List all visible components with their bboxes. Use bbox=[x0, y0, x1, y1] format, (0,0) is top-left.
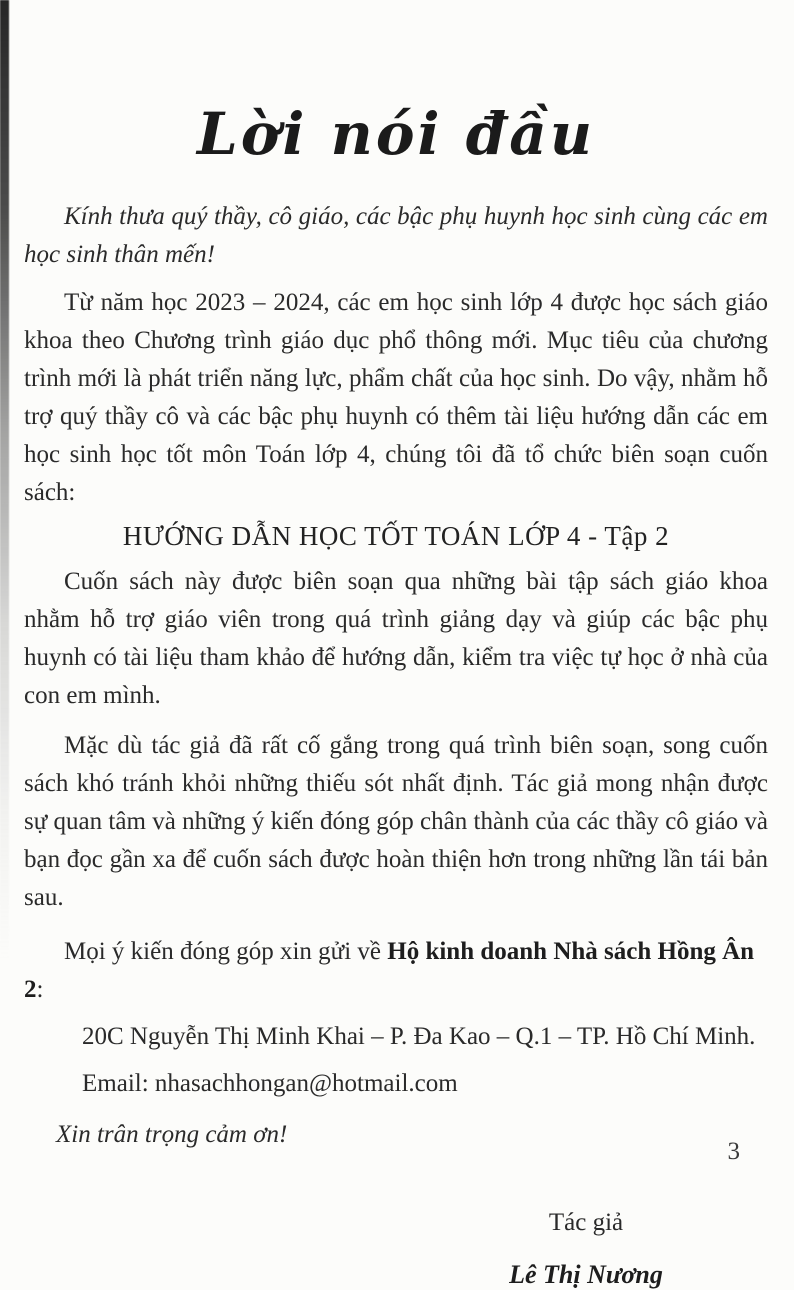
foreword-title: Lời nói đầu bbox=[196, 100, 596, 168]
apology-paragraph: Mặc dù tác giả đã rất cố gắng trong quá trình biên soạn, song cuốn sách khó tránh khỏi những thiếu sót nhất định. Tác giả mong nhận được sự quan tâm và những ý kiến đóng góp chân thành của các thầy cô giáo và bạn đọc gần xa để cuốn sách được hoàn thiện hơn trong những lần tái bản sau. bbox=[24, 732, 768, 911]
intro-paragraph: Từ năm học 2023 – 2024, các em học sinh lớp 4 được học sách giáo khoa theo Chương trình giáo dục phổ thông mới. Mục tiêu của chương trình mới là phát triển năng lực, phẩm chất của học sinh. Do vậy, nhằm hỗ trợ quý thầy cô và các bậc phụ huynh có thêm tài liệu hướng dẫn các em học sinh học tốt môn Toán lớp 4, chúng tôi đã tổ chức biên soạn cuốn sách: bbox=[24, 289, 768, 506]
signature-role: Tác giả bbox=[548, 1209, 624, 1236]
thanks-line: Xin trân trọng cảm ơn! bbox=[56, 1121, 288, 1148]
page-number: 3 bbox=[727, 1138, 740, 1165]
publisher-address: 20C Nguyễn Thị Minh Khai – P. Đa Kao – Q.1 – TP. Hồ Chí Minh. bbox=[82, 1023, 756, 1050]
signature-block bbox=[466, 1208, 706, 1290]
publisher-email: Email: nhasachhongan@hotmail.com bbox=[82, 1070, 458, 1097]
feedback-line bbox=[24, 933, 768, 1009]
page-content bbox=[24, 0, 768, 1290]
salutation-paragraph: Kính thưa quý thầy, cô giáo, các bậc phụ huynh học sinh cùng các em học sinh thân mến! bbox=[24, 203, 768, 268]
feedback-prefix: Mọi ý kiến đóng góp xin gửi về bbox=[64, 938, 388, 965]
book-spine-shadow bbox=[0, 0, 9, 960]
author-name: Lê Thị Nương bbox=[509, 1260, 663, 1289]
feedback-suffix: : bbox=[36, 976, 44, 1003]
purpose-paragraph: Cuốn sách này được biên soạn qua những bài tập sách giáo khoa nhằm hỗ trợ giáo viên trong quá trình giảng dạy và giúp các bậc phụ huynh có tài liệu tham khảo để hướng dẫn, kiểm tra việc tự học ở nhà của con em mình. bbox=[24, 568, 768, 709]
book-title: HƯỚNG DẪN HỌC TỐT TOÁN LỚP 4 - Tập 2 bbox=[122, 521, 670, 551]
publisher-name: Hộ kinh doanh Nhà sách Hồng Ân 2 bbox=[24, 938, 755, 1003]
